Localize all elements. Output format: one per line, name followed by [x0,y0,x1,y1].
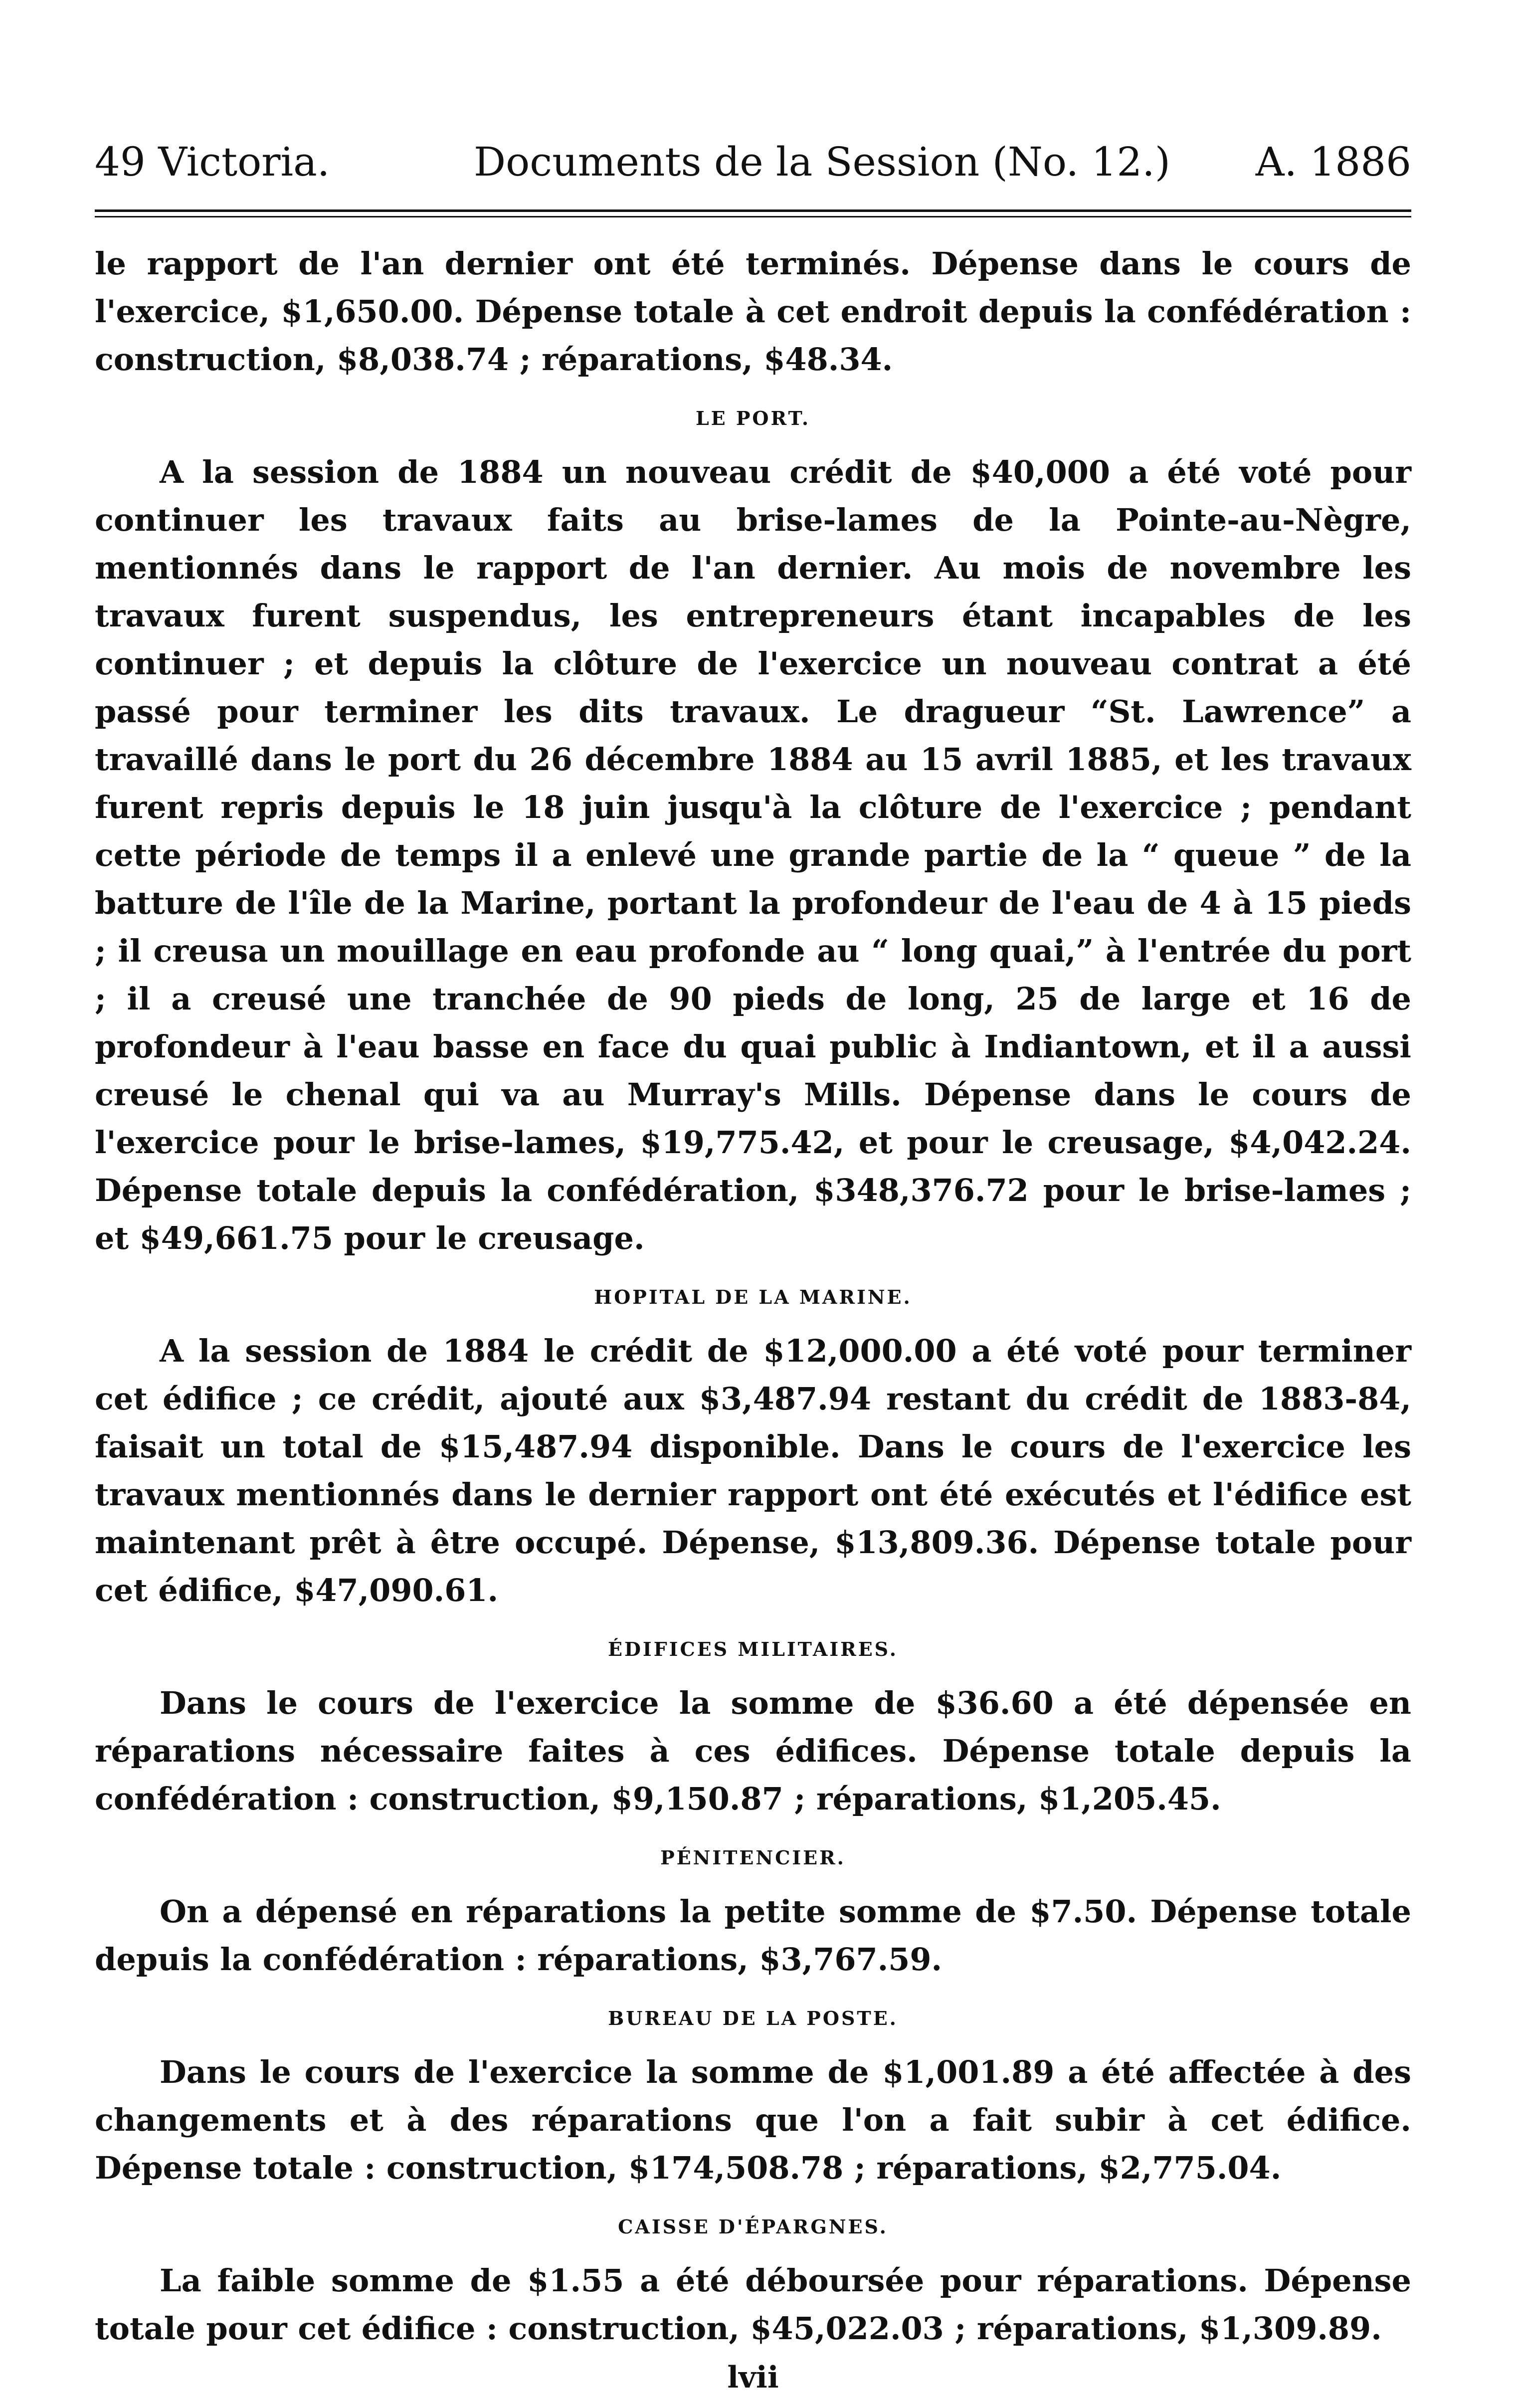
document-body [95,240,1411,2398]
header-year: A. 1886 [1255,139,1411,185]
page-number: lvii [727,2360,779,2395]
running-header [95,135,1411,190]
section-heading-edifices: ÉDIFICES MILITAIRES. [608,1638,898,1660]
section-text-caisse: La faible somme de $1.55 a été déboursée pour réparations. Dépense totale pour cet édifice : construction, $45,022.03 ; réparations, $1,309.89. [95,2262,1411,2347]
header-double-rule [95,209,1411,217]
section-text-poste: Dans le cours de l'exercice la somme de $1,001.89 a été affectée à des changements et à des réparations que l'on a fait subir à cet édifice. Dépense totale : construction, $174,508.78 ; réparations, $2,775.04. [95,2054,1411,2186]
section-text-hopital: A la session de 1884 le crédit de $12,000.00 a été voté pour terminer cet édifice ; ce crédit, ajouté aux $3,487.94 restant du crédit de 1883-84, faisait un total de $15,487.94 disponible. Dans le cours de l'exercice les travaux mentionnés dans le dernier rapport ont été exécutés et l'édifice est maintenant prêt à être occupé. Dépense, $13,809.36. Dépense totale pour cet édifice, $47,090.61. [95,1333,1411,1608]
header-title: Documents de la Session (No. 12.) [474,139,1170,185]
header-regnal-year: 49 Victoria. [95,139,330,185]
section-heading-port: LE PORT. [695,407,811,429]
document-page [95,135,1411,2398]
section-heading-hopital: HOPITAL DE LA MARINE. [594,1286,912,1308]
section-heading-poste: BUREAU DE LA POSTE. [608,2007,898,2029]
section-text-edifices: Dans le cours de l'exercice la somme de $36.60 a été dépensée en réparations nécessaire faites à ces édifices. Dépense totale depuis la confédération : construction, $9,150.87 ; réparations, $1,205.45. [95,1685,1411,1817]
section-heading-caisse: CAISSE D'ÉPARGNES. [618,2215,888,2238]
section-text-port: A la session de 1884 un nouveau crédit de $40,000 a été voté pour continuer les travaux faits au brise-lames de la Pointe-au-Nègre, mentionnés dans le rapport de l'an dernier. Au mois de novembre les travaux furent suspendus, les entrepreneurs étant incapables de les continuer ; et depuis la clôture de l'exercice un nouveau contrat a été passé pour terminer les dits travaux. Le dragueur “St. Lawrence” a travaillé dans le port du 26 décembre 1884 au 15 avril 1885, et les travaux furent repris depuis le 18 juin jusqu'à la clôture de l'exercice ; pendant cette période de temps il a enlevé une grande partie de la “ queue ” de la batture de l'île de la Marine, portant la profondeur de l'eau de 4 à 15 pieds ; il creusa un mouillage en eau profonde au “ long quai,” à l'entrée du port ; il a creusé une tranchée de 90 pieds de long, 25 de large et 16 de profondeur à l'eau basse en face du quai public à Indiantown, et il a aussi creusé le chenal qui va au Murray's Mills. Dépense dans le cours de l'exercice pour le brise-lames, $19,775.42, et pour le creusage, $4,042.24. Dépense totale depuis la confédération, $348,376.72 pour le brise-lames ; et $49,661.75 pour le creusage. [95,454,1411,1256]
section-heading-penitencier: PÉNITENCIER. [660,1846,846,1869]
intro-paragraph: le rapport de l'an dernier ont été terminés. Dépense dans le cours de l'exercice, $1,650.00. Dépense totale à cet endroit depuis la confédération : construction, $8,038.74 ; réparations, $48.34. [95,245,1411,378]
section-text-penitencier: On a dépensé en réparations la petite somme de $7.50. Dépense totale depuis la confédération : réparations, $3,767.59. [95,1893,1411,1978]
